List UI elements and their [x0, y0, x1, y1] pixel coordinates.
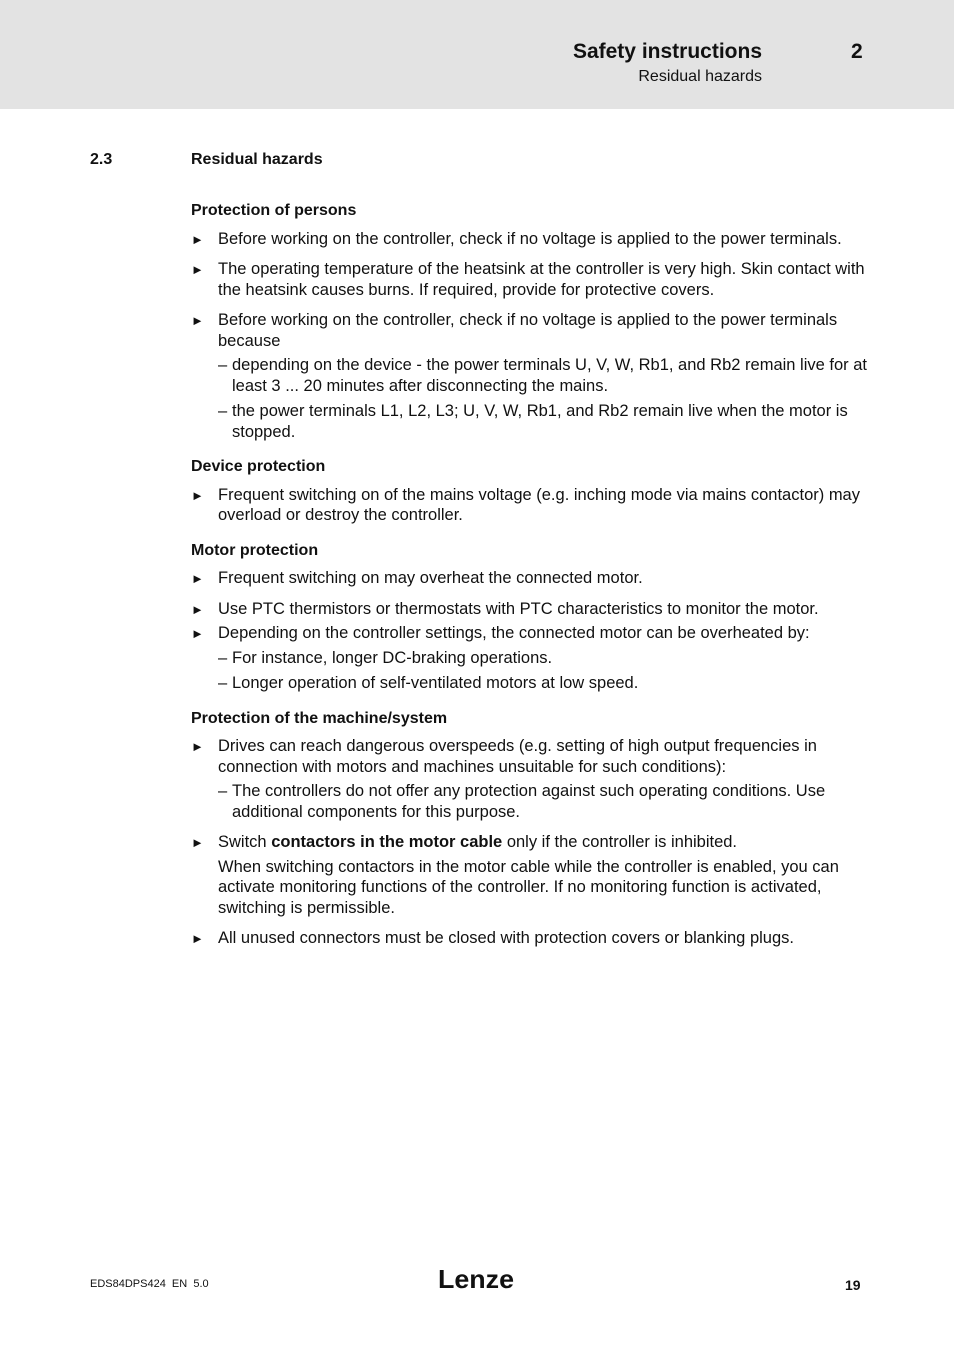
sub-list-item — [191, 673, 871, 694]
list-item — [191, 832, 871, 853]
persons-group — [191, 201, 871, 442]
list-item — [191, 928, 871, 949]
list-item — [191, 623, 871, 644]
list-item — [191, 229, 871, 250]
list-item — [191, 485, 871, 526]
list-item — [191, 259, 871, 300]
document-id: EDS84DPS424 EN 5.0 — [90, 1278, 209, 1290]
motor-group — [191, 541, 871, 694]
bullet-text-emphasis: contactors in the motor cable — [271, 833, 503, 851]
dash-bullet-icon: – — [218, 782, 228, 800]
sub-item-text: depending on the device - the power terminals U, V, W, Rb1, and Rb2 remain live for at least 3 ... 20 minutes after disconnecting the mains. — [232, 356, 867, 395]
dash-bullet-icon: – — [218, 674, 228, 692]
list-item — [191, 599, 871, 620]
chapter-number: 2 — [851, 40, 863, 63]
arrow-bullet-icon: ► — [191, 931, 204, 946]
arrow-bullet-icon: ► — [191, 601, 204, 617]
section-title: Residual hazards — [191, 151, 323, 168]
list-item — [191, 568, 871, 589]
arrow-bullet-icon: ► — [191, 626, 204, 641]
device-group — [191, 457, 871, 526]
motor-heading: Motor protection — [191, 541, 319, 559]
persons-heading: Protection of persons — [191, 202, 357, 219]
arrow-bullet-icon: ► — [191, 313, 204, 328]
sub-list-item — [191, 401, 871, 442]
sub-list-item — [191, 781, 871, 822]
bullet-text: Before working on the controller, check if no voltage is applied to the power terminals because — [218, 311, 838, 350]
bullet-text: All unused connectors must be closed with protection covers or blanking plugs. — [218, 929, 794, 947]
arrow-bullet-icon: ► — [191, 262, 204, 277]
page-header — [0, 0, 954, 109]
bullet-text: Frequent switching on of the mains voltage (e.g. inching mode via mains contactor) may overload or destroy the controller. — [218, 485, 860, 524]
dash-bullet-icon: – — [218, 356, 228, 374]
sub-list-item — [191, 648, 871, 669]
dash-bullet-icon: – — [218, 648, 228, 667]
sub-list-item — [191, 355, 871, 396]
arrow-bullet-icon: ► — [191, 231, 204, 247]
sub-item-text: For instance, longer DC-braking operations. — [232, 648, 553, 667]
logo-text: Lenze — [438, 1264, 514, 1294]
dash-bullet-icon: – — [218, 402, 228, 420]
sub-item-text: Longer operation of self-ventilated motors at low speed. — [232, 674, 639, 692]
bullet-text-pre: Switch — [218, 833, 272, 851]
arrow-bullet-icon: ► — [191, 739, 204, 754]
bullet-text: Use PTC thermistors or thermostats with PTC characteristics to monitor the motor. — [218, 599, 819, 618]
device-heading: Device protection — [191, 458, 326, 475]
arrow-bullet-icon: ► — [191, 571, 204, 586]
bullet-text: Before working on the controller, check if no voltage is applied to the power terminals. — [218, 229, 842, 248]
sub-item-text: the power terminals L1, L2, L3; U, V, W, Rb1, and Rb2 remain live when the motor is stopped. — [232, 402, 848, 441]
machine-group — [191, 709, 871, 949]
bullet-text: Frequent switching on may overheat the connected motor. — [218, 569, 643, 587]
bullet-text: The operating temperature of the heatsink at the controller is very high. Skin contact with the heatsink causes burns. If required, provide for protective covers. — [218, 260, 865, 299]
page-body — [191, 201, 871, 964]
arrow-bullet-icon: ► — [191, 835, 204, 850]
bullet-text: Depending on the controller settings, the connected motor can be overheated by: — [218, 624, 810, 642]
section-number: 2.3 — [90, 151, 113, 168]
bullet-paragraph: When switching contactors in the motor cable while the controller is enabled, you can activate monitoring functions of the controller. If no monitoring function is activated, switching is permissible. — [218, 857, 839, 917]
lenze-logo — [438, 1264, 516, 1294]
list-item — [191, 736, 871, 777]
arrow-bullet-icon: ► — [191, 487, 204, 503]
bullet-text-post: only if the controller is inhibited. — [502, 833, 738, 851]
sub-item-text: The controllers do not offer any protection against such operating conditions. Use additional components for this purpose. — [232, 782, 826, 821]
chapter-title: Safety instructions — [572, 40, 762, 63]
page-number: 19 — [845, 1277, 861, 1293]
chapter-subtitle: Residual hazards — [638, 68, 762, 85]
machine-heading: Protection of the machine/system — [191, 709, 448, 727]
list-item — [191, 310, 871, 351]
bullet-text: Drives can reach dangerous overspeeds (e.g. setting of high output frequencies in connection with motors and machines unsuitable for such conditions): — [218, 737, 817, 776]
